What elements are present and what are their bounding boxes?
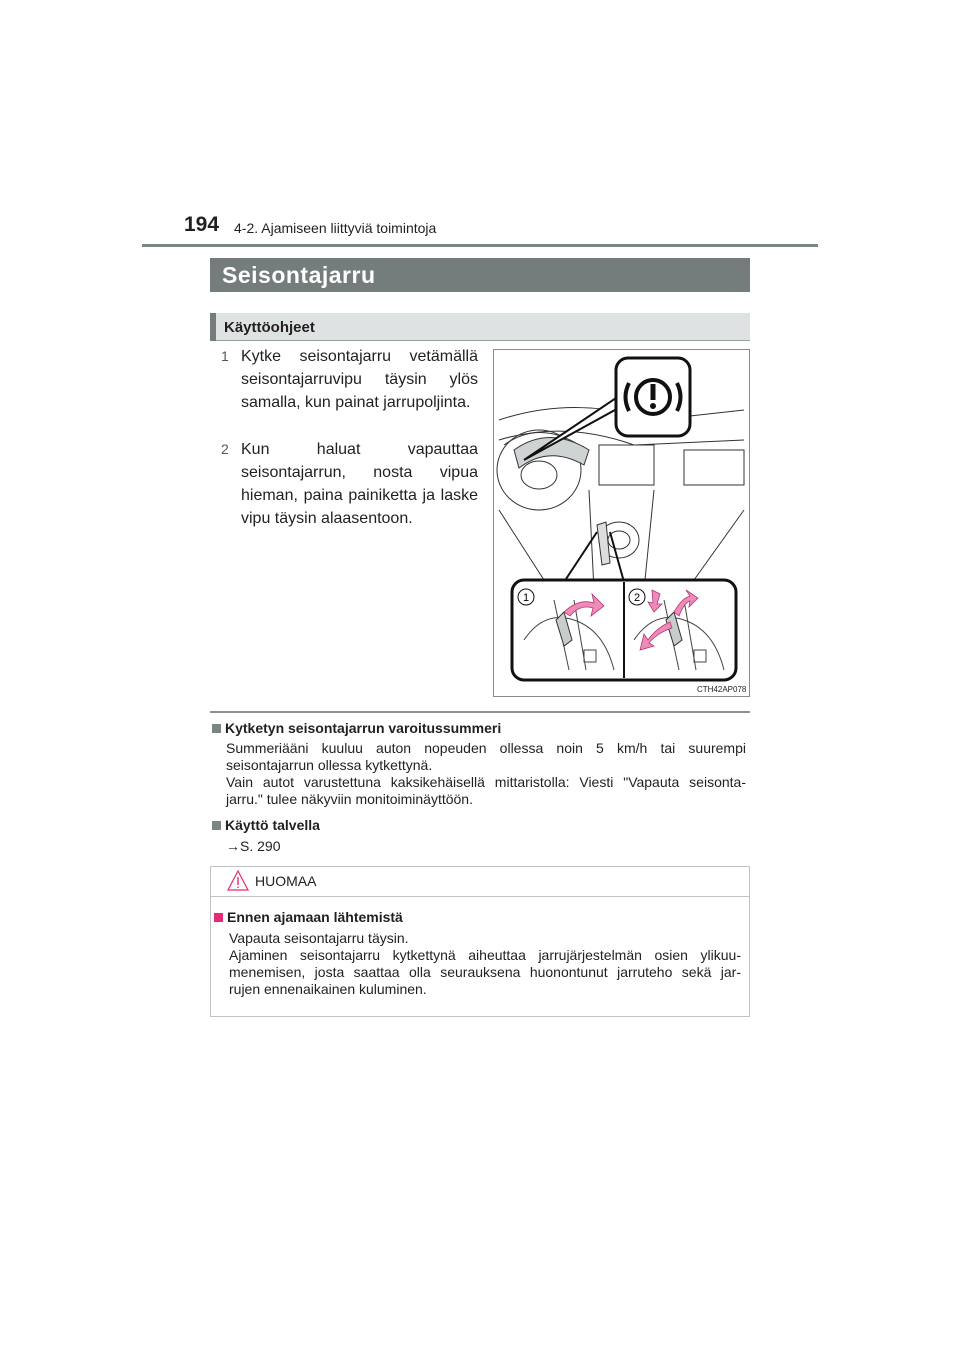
bullet-square-icon <box>212 724 221 733</box>
note-1-heading: Kytketyn seisontajarrun varoitussummeri <box>212 720 501 736</box>
notice-body: Vapauta seisontajarru täysin. Ajaminen seisontajarru kytkettynä aiheuttaa jarrujärjestelmän osien ylikuu- menemisen, josta saattaa olla seurauksena huonontunut jarruteho sekä jar- rujen ennenaikainen kuluminen. <box>229 930 741 997</box>
step-2-number: 2 <box>221 441 229 457</box>
subsection-accent <box>210 313 216 341</box>
figure-code: CTH42AP078 <box>697 685 747 694</box>
warning-triangle-icon <box>227 870 249 891</box>
inset-callout-1: 1 <box>522 592 530 604</box>
section-divider <box>210 711 750 713</box>
header-rule <box>142 244 818 247</box>
bullet-square-icon <box>214 913 223 922</box>
notice-header <box>211 867 749 897</box>
parking-brake-illustration <box>493 349 750 697</box>
notice-heading: Ennen ajamaan lähtemistä <box>214 909 403 925</box>
header-section-title: 4-2. Ajamiseen liittyviä toimintoja <box>234 220 437 236</box>
step-1-number: 1 <box>221 348 229 364</box>
inset-callout-2: 2 <box>633 592 641 604</box>
page-title: Seisontajarru <box>222 262 376 288</box>
step-2-text: Kun haluat vapauttaa seisontajarrun, nosta vipua hieman, paina painiketta ja laske vipu täysin alaasentoon. <box>241 441 478 527</box>
note-2-body: →S. 290 <box>226 838 281 854</box>
page-number: 194 <box>184 213 220 236</box>
notice-box <box>210 866 750 1017</box>
bullet-square-icon <box>212 821 221 830</box>
note-1-body: Summeriääni kuuluu auton nopeuden ollessa noin 5 km/h tai suurempi seisontajarrun ollessa kytkettynä. Vain autot varustettuna kaksikehäisellä mittaristolla: Viesti "Vapauta seisonta- jarru." tulee näkyviin monitoiminäyttöön. <box>226 740 746 807</box>
notice-title: HUOMAA <box>255 873 317 889</box>
note-2-heading: Käyttö talvella <box>212 817 320 833</box>
step-1-text: Kytke seisontajarru vetämällä seisontajarruvipu täysin ylös samalla, kun painat jarrupoljinta. <box>241 348 478 411</box>
page-title-bar <box>210 258 750 292</box>
subsection-bar <box>210 313 750 341</box>
subsection-title: Käyttöohjeet <box>224 319 315 336</box>
dashboard-drawing <box>494 350 749 696</box>
